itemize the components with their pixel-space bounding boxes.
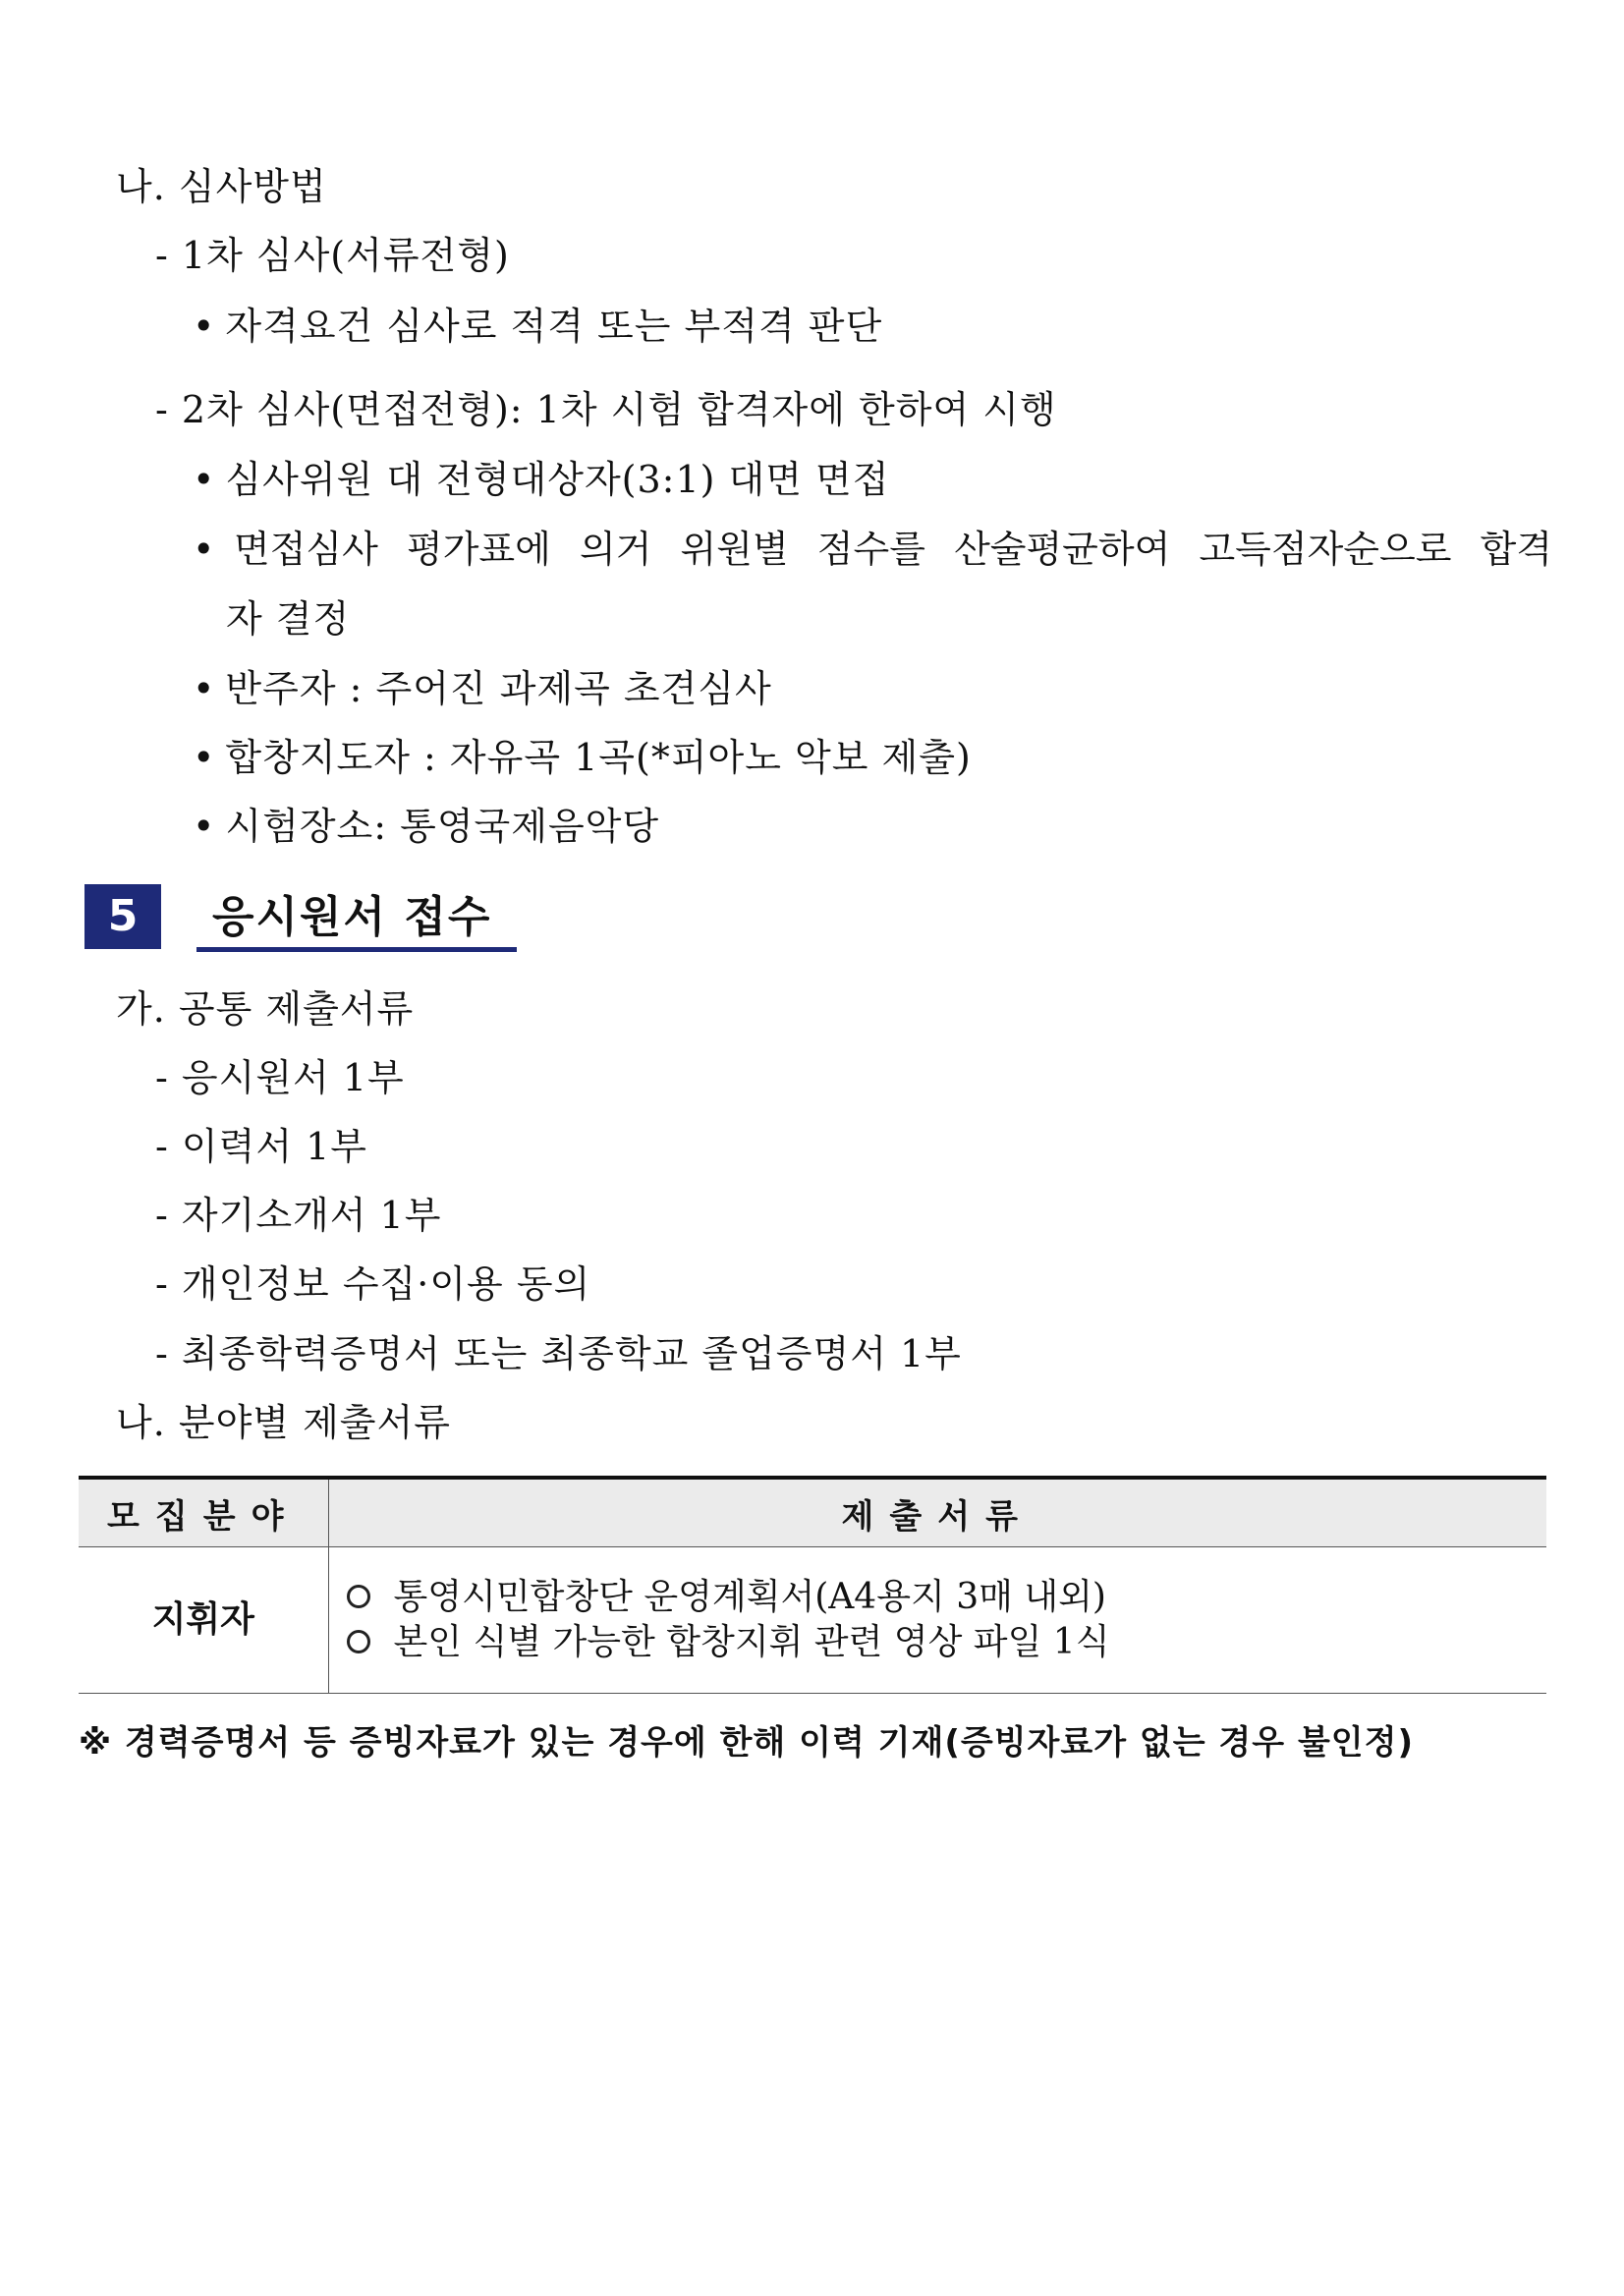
- word: 산술평균하여: [954, 528, 1171, 571]
- second-stage-bullet: [193, 458, 889, 501]
- word: 의거: [579, 528, 652, 571]
- bullet-text: 합창지도자 : 자유곡 1곡(*피아노 악보 제출): [225, 736, 972, 779]
- bullet-mark: •: [193, 667, 216, 710]
- bullet-mark: •: [193, 736, 216, 779]
- doc-list-item: [347, 1575, 1546, 1620]
- section-title-underline: [196, 947, 517, 952]
- doc-text: 통영시민합창단 운영계획서(A4용지 3매 내외): [393, 1577, 1106, 1617]
- table-header-row: [79, 1478, 1546, 1547]
- word: 위원별: [680, 528, 789, 571]
- bullet-text: 시험장소: 통영국제음악당: [225, 805, 660, 848]
- justified-bullet-text: [234, 528, 1552, 571]
- table-header-docs: 제출서류: [328, 1478, 1546, 1547]
- circle-bullet-icon: [347, 1630, 370, 1653]
- word: 평가표에: [406, 528, 551, 571]
- first-stage-item: - 1차 심사(서류전형): [155, 234, 510, 277]
- bullet-mark: •: [193, 458, 216, 501]
- doc-list-item: [347, 1620, 1546, 1665]
- common-docs-heading: 가. 공통 제출서류: [116, 987, 415, 1031]
- common-docs-item: - 응시원서 1부: [155, 1056, 405, 1099]
- first-stage-bullet: [193, 305, 882, 348]
- common-docs-item: - 개인정보 수집·이용 동의: [155, 1262, 591, 1306]
- bullet-mark: •: [193, 528, 216, 571]
- bullet-continuation: 자 결정: [226, 597, 351, 641]
- table-cell-docs: [328, 1547, 1546, 1694]
- field-docs-heading: 나. 분야별 제출서류: [116, 1401, 451, 1444]
- table-row: [79, 1547, 1546, 1694]
- table-cell-field: 지휘자: [79, 1547, 328, 1694]
- word: 면접심사: [234, 528, 378, 571]
- footnote: ※ 경력증명서 등 증빙자료가 있는 경우에 한해 이력 기재(증빙자료가 없는 경우 불인정): [79, 1723, 1415, 1763]
- common-docs-item: - 이력서 1부: [155, 1125, 368, 1168]
- word: 합격: [1480, 528, 1552, 571]
- table-header-field: 모집분야: [79, 1478, 328, 1547]
- bullet-text: 자격요건 심사로 적격 또는 부적격 판단: [225, 305, 883, 348]
- bullet-mark: •: [193, 805, 216, 848]
- second-stage-item: - 2차 심사(면접전형): 1차 시험 합격자에 한하여 시행: [155, 388, 1057, 431]
- section-number-badge: 5: [84, 884, 161, 949]
- word: 고득점자순으로: [1199, 528, 1452, 571]
- review-heading: 나. 심사방법: [116, 165, 327, 208]
- circle-bullet-icon: [347, 1585, 370, 1608]
- second-stage-bullet: [193, 667, 772, 710]
- second-stage-bullet: [193, 736, 972, 779]
- common-docs-item: - 최종학력증명서 또는 최종학교 졸업증명서 1부: [155, 1332, 962, 1375]
- section-title: 응시원서 접수: [212, 892, 492, 942]
- bullet-text: 반주자 : 주어진 과제곡 초견심사: [225, 667, 772, 710]
- second-stage-bullet: [193, 805, 659, 848]
- bullet-text: 심사위원 대 전형대상자(3:1) 대면 면접: [225, 458, 890, 501]
- common-docs-item: - 자기소개서 1부: [155, 1194, 442, 1237]
- bullet-mark: •: [193, 305, 216, 348]
- word: 점수를: [816, 528, 925, 571]
- doc-text: 본인 식별 가능한 합창지휘 관련 영상 파일 1식: [393, 1622, 1110, 1662]
- field-docs-table: [79, 1476, 1546, 1694]
